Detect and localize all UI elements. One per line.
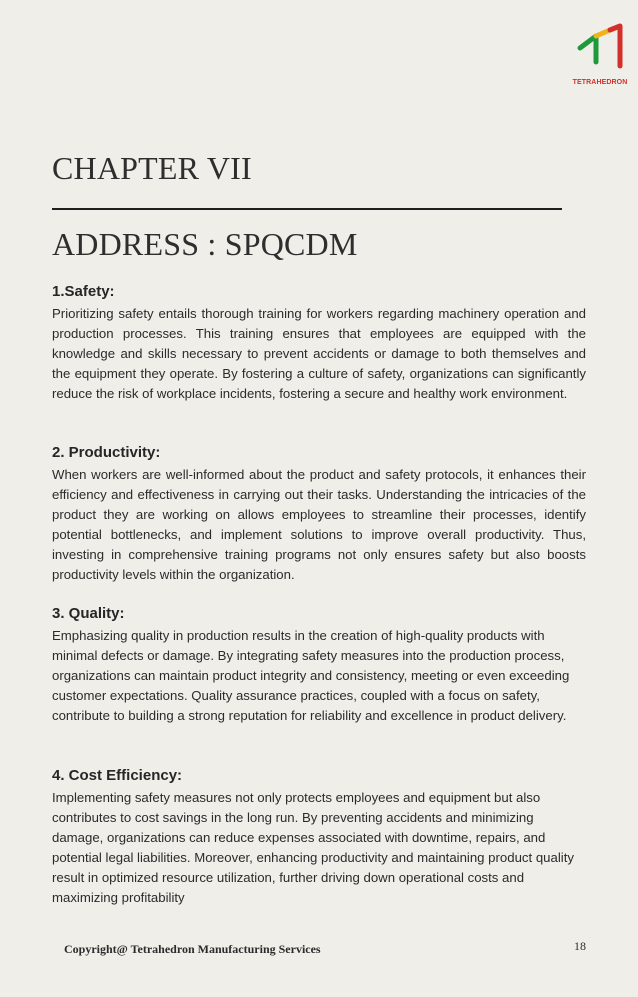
page-number: 18 <box>574 939 586 953</box>
section-heading: 4. Cost Efficiency: <box>52 767 183 784</box>
tetrahedron-logo <box>570 22 630 88</box>
logo-wordmark: TETRAHEDRON <box>572 79 628 86</box>
section-quality <box>52 604 586 726</box>
section-heading: 1.Safety: <box>52 283 115 300</box>
section-cost-efficiency <box>52 766 586 908</box>
section-heading: 3. Quality: <box>52 605 125 622</box>
title-divider <box>52 208 562 210</box>
section-body: Prioritizing safety entails thorough training for workers regarding machinery operation and production processes. This training ensures that employees are equipped with the knowledge and skills necessary to prevent accidents or damage to both themselves and the equipment they operate. By fostering a culture of safety, organizations can significantly reduce the risk of workplace incidents, fostering a secure and healthy work environment. <box>52 306 586 401</box>
section-safety <box>52 282 586 404</box>
section-body: When workers are well-informed about the product and safety protocols, it enhances their efficiency and effectiveness in carrying out their tasks. Understanding the intricacies of the product they are working on allows employees to streamline their processes, identify potential bottlenecks, and implement solutions to improve overall productivity. Thus, investing in comprehensive training programs not only ensures safety but also boosts productivity levels within the organization. <box>52 467 586 582</box>
section-productivity <box>52 443 586 585</box>
section-body: Emphasizing quality in production results in the creation of high-quality products with minimal defects or damage. By integrating safety measures into the production process, organizations can maintain product integrity and consistency, meeting or even exceeding customer expectations. Quality assurance practices, coupled with a focus on safety, contribute to building a strong reputation for reliability and excellence in product delivery. <box>52 628 570 723</box>
tetrahedron-logo-icon <box>574 22 626 74</box>
section-heading: 2. Productivity: <box>52 444 161 461</box>
address-title: ADDRESS : SPQCDM <box>52 226 358 262</box>
footer-copyright: Copyright@ Tetrahedron Manufacturing Services <box>64 942 321 956</box>
chapter-title: CHAPTER VII <box>52 150 252 186</box>
section-body: Implementing safety measures not only protects employees and equipment but also contributes to cost savings in the long run. By preventing accidents and minimizing damage, organizations can reduce expenses associated with downtime, repairs, and potential legal liabilities. Moreover, enhancing productivity and maintaining product quality result in optimized resource utilization, further driving down operational costs and maximizing profitability <box>52 790 574 905</box>
